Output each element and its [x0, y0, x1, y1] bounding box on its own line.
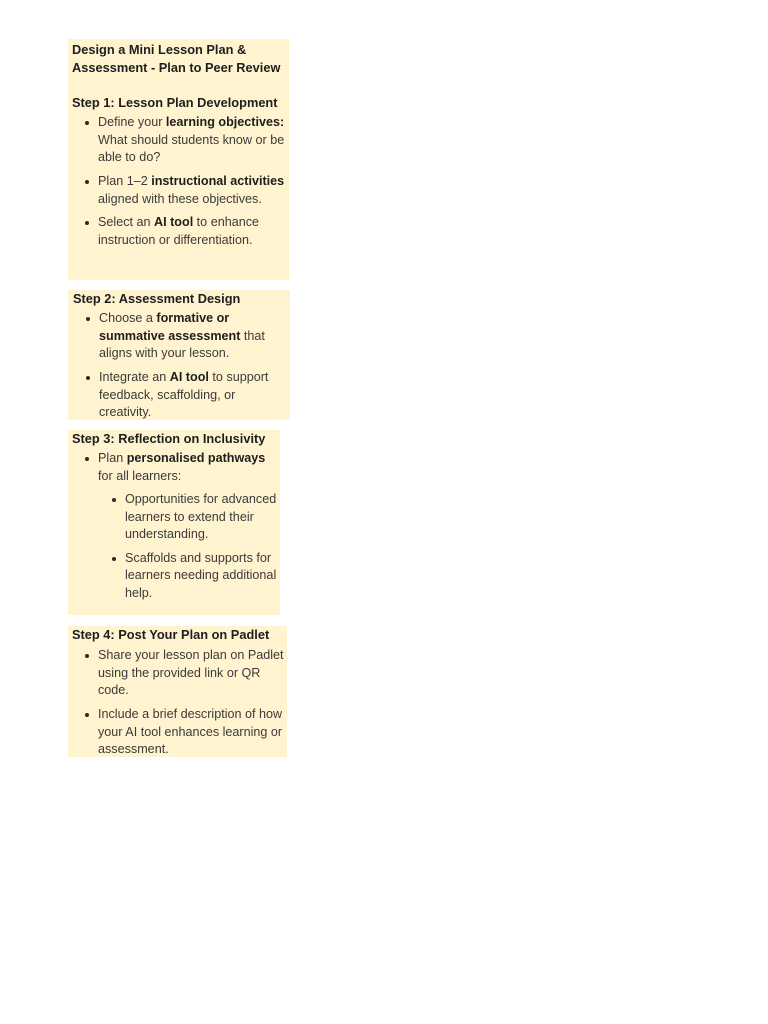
step-1-card	[68, 39, 289, 280]
text-segment: What should students know or be able to do?	[98, 132, 285, 165]
step-4-list	[72, 647, 287, 758]
list-item	[98, 173, 289, 208]
step-3-heading: Step 3: Reflection on Inclusivity	[72, 431, 266, 446]
step-1-heading: Step 1: Lesson Plan Development	[72, 95, 278, 110]
list-item: Include a brief description of how your AI tool enhances learning or assessment.	[98, 706, 287, 758]
list-item	[98, 114, 289, 166]
step-2-card	[68, 290, 290, 420]
step-1-list	[72, 114, 289, 249]
list-item	[99, 310, 290, 362]
list-item: Share your lesson plan on Padlet using the provided link or QR code.	[98, 647, 287, 699]
text-segment: to support feedback, scaffolding, or creativity.	[99, 370, 269, 419]
title-line-2: Assessment - Plan to Peer Review	[72, 60, 281, 75]
bold-text: instructional activities	[151, 174, 285, 189]
text-segment: Plan 1–2	[98, 174, 152, 189]
text-segment: Integrate an	[99, 370, 170, 385]
sub-list-item: Opportunities for advanced learners to extend their understanding.	[125, 491, 280, 543]
step-2-list	[73, 310, 290, 421]
title-line-1: Design a Mini Lesson Plan &	[72, 42, 247, 57]
sub-list-item: Scaffolds and supports for learners needing additional help.	[125, 550, 280, 602]
list-item	[99, 369, 290, 421]
bold-text: formative or summative assessment	[99, 311, 241, 343]
bold-text: AI tool	[154, 215, 194, 230]
step-4-heading: Step 4: Post Your Plan on Padlet	[72, 627, 270, 642]
text-segment: aligned with these objectives.	[98, 191, 262, 206]
text-segment: Plan	[98, 451, 127, 466]
text-segment: Choose a	[99, 311, 157, 326]
document-title	[72, 41, 289, 77]
text-segment: Define your	[98, 115, 166, 130]
bold-text: AI tool	[169, 370, 209, 385]
bold-text: learning objectives:	[165, 115, 285, 130]
text-segment: that aligns with your lesson.	[99, 328, 265, 361]
bold-text: personalised pathways	[126, 451, 266, 466]
text-segment: Select an	[98, 215, 155, 230]
step-3-sublist	[98, 491, 280, 602]
step-2-heading: Step 2: Assessment Design	[73, 291, 241, 306]
list-item	[98, 450, 280, 602]
list-item	[98, 214, 289, 249]
step-4-card	[68, 626, 287, 757]
step-3-card	[68, 430, 280, 615]
text-segment: for all learners:	[98, 468, 182, 483]
text-segment: to enhance instruction or differentiation.	[98, 215, 260, 247]
step-3-list	[72, 450, 280, 602]
